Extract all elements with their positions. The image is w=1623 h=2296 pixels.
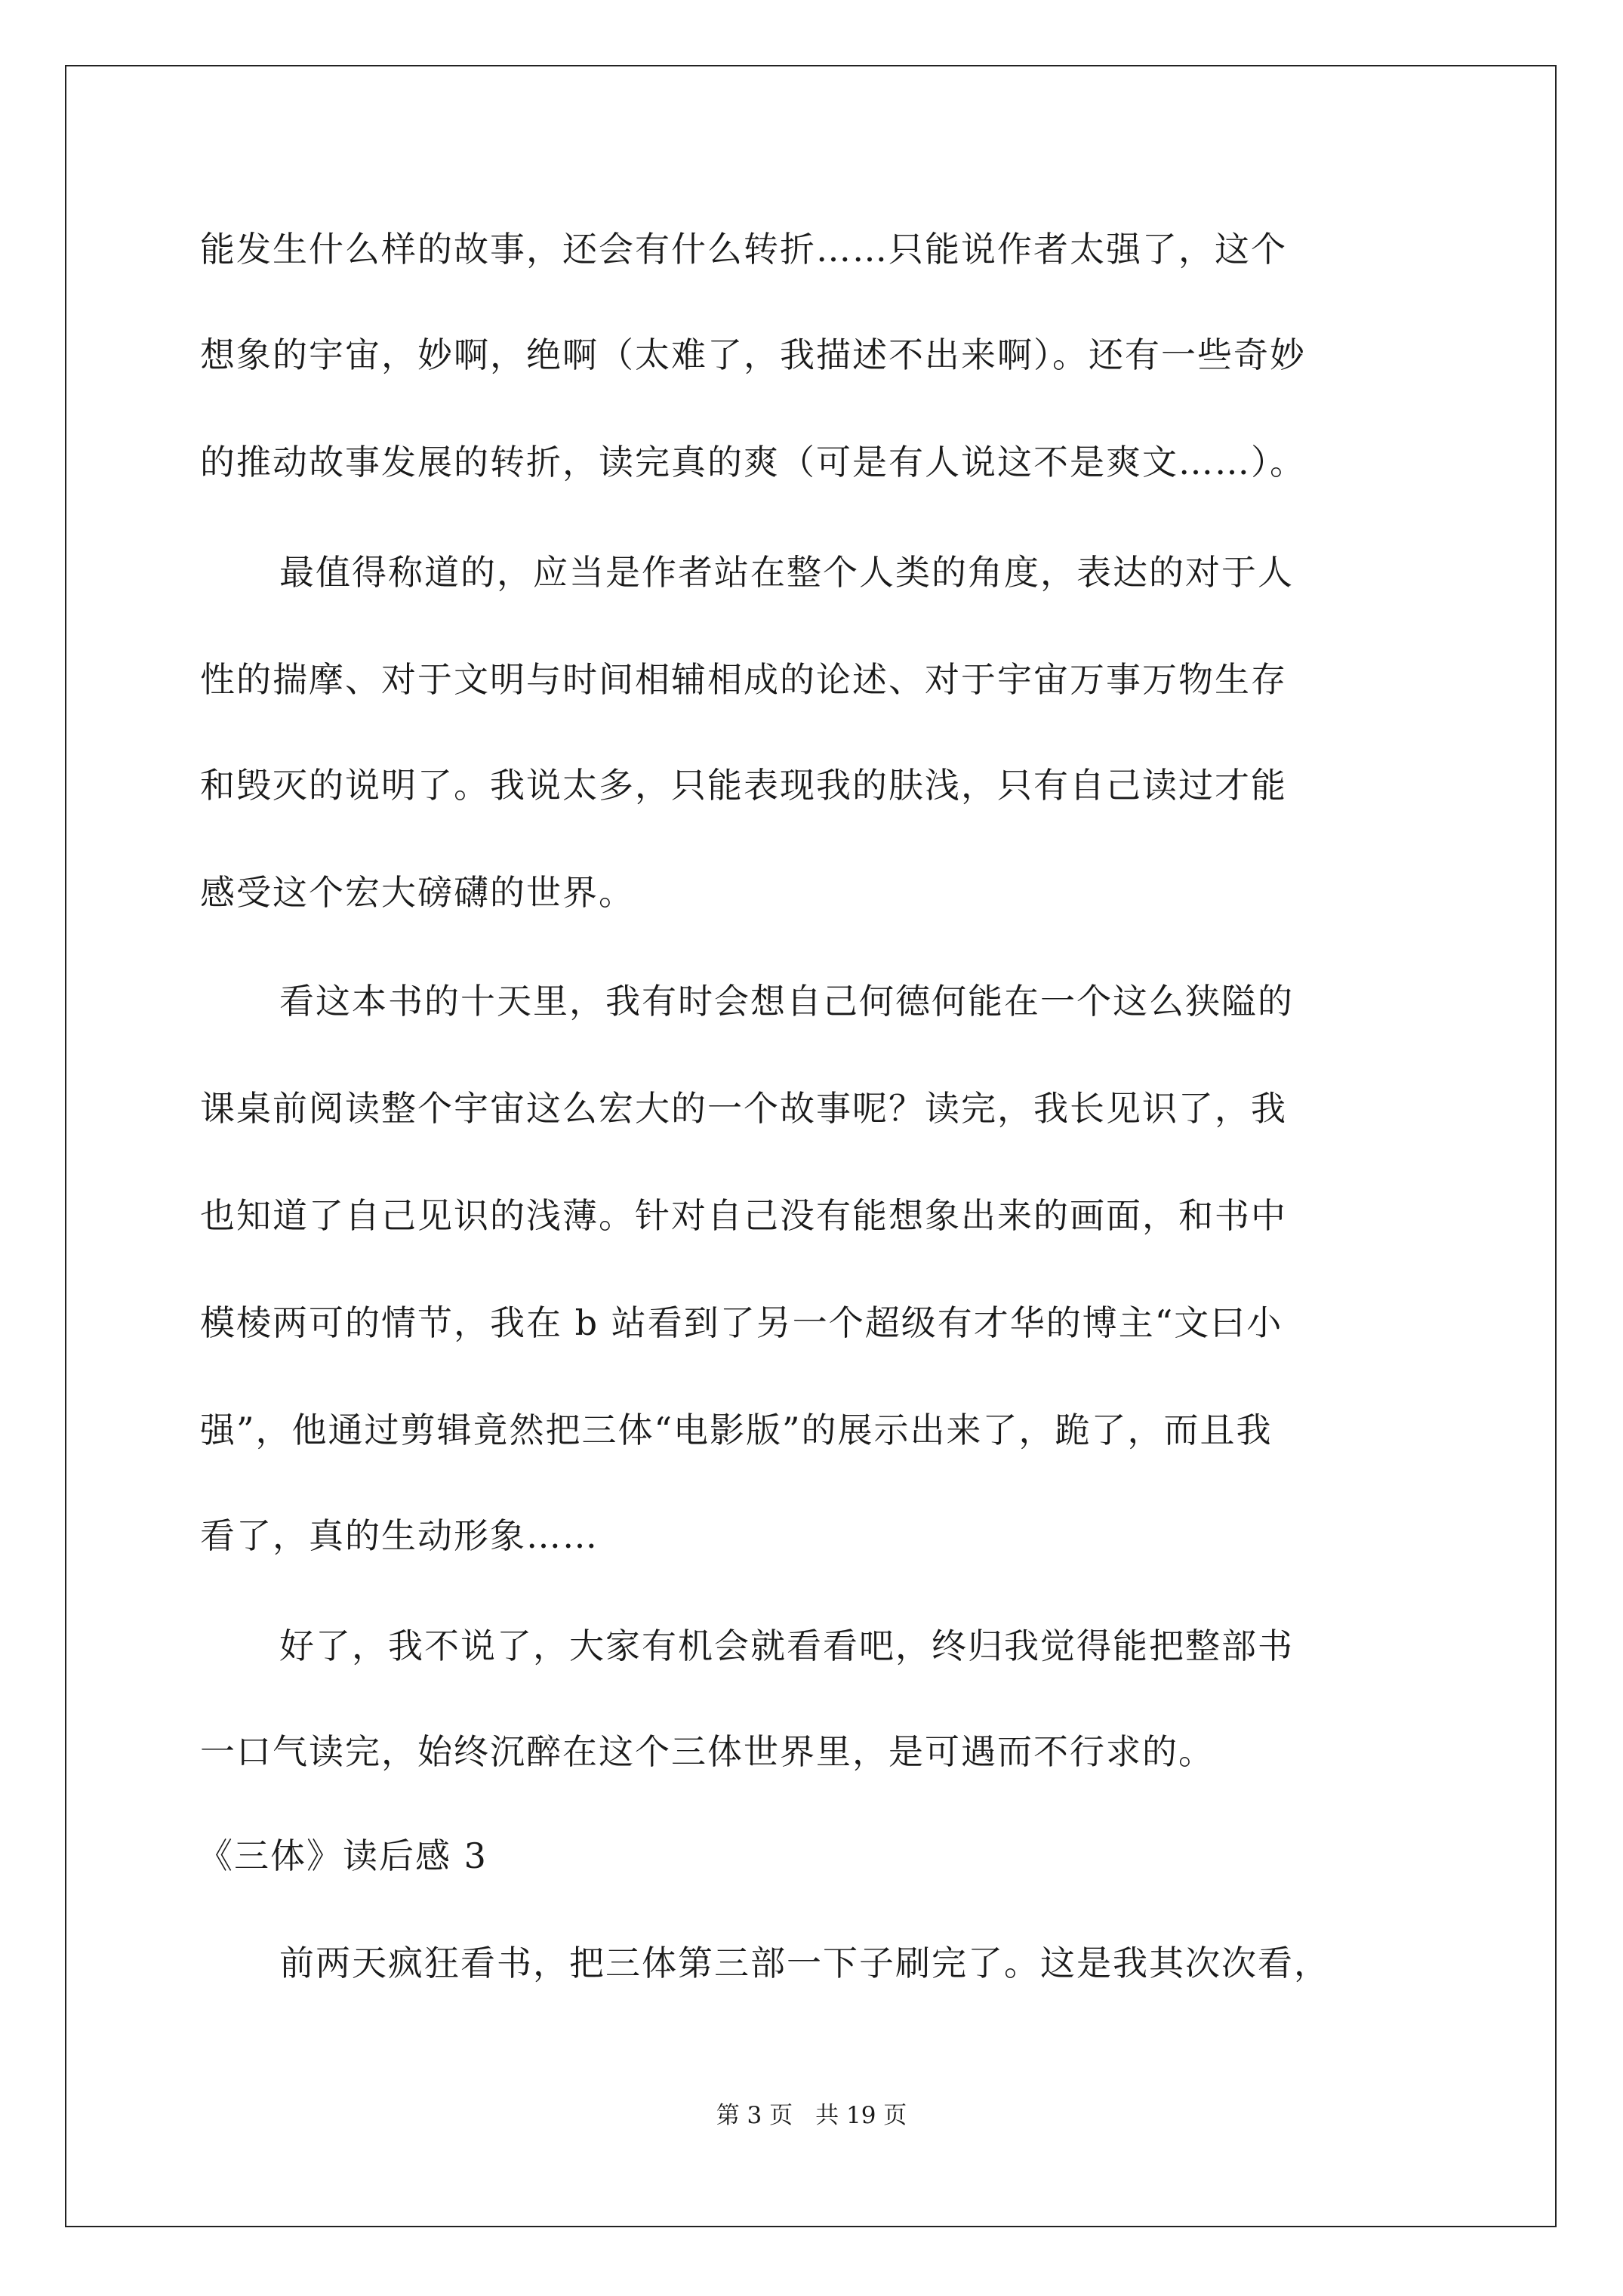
text-line: 能发生什么样的故事，还会有什么转折……只能说作者太强了，这个 bbox=[200, 229, 1287, 270]
text-line: 一口气读完，始终沉醉在这个三体世界里，是可遇而不行求的。 bbox=[200, 1731, 1215, 1772]
paragraph-start-line: 好了，我不说了，大家有机会就看看吧，终归我觉得能把整部书 bbox=[279, 1626, 1294, 1666]
paragraph-start-line: 最值得称道的，应当是作者站在整个人类的角度，表达的对于人 bbox=[279, 552, 1294, 593]
text-line: 性的揣摩、对于文明与时间相辅相成的论述、对于宇宙万事万物生存 bbox=[200, 659, 1287, 700]
text-line: 强”，他通过剪辑竟然把三体“电影版”的展示出来了，跪了，而且我 bbox=[200, 1410, 1273, 1450]
text-line: 的推动故事发展的转折，读完真的爽（可是有人说这不是爽文……）。 bbox=[200, 442, 1306, 482]
page-total: 共 19 页 bbox=[815, 2102, 907, 2129]
text-line: 想象的宇宙，妙啊，绝啊（太难了，我描述不出来啊）。还有一些奇妙 bbox=[200, 334, 1306, 375]
text-line: 模棱两可的情节，我在 b 站看到了另一个超级有才华的博主“文曰小 bbox=[200, 1302, 1283, 1343]
text-line: 感受这个宏大磅礴的世界。 bbox=[200, 872, 635, 913]
text-line: 课桌前阅读整个宇宙这么宏大的一个故事呢？读完，我长见识了，我 bbox=[200, 1088, 1287, 1129]
page-border bbox=[65, 65, 1557, 2227]
paragraph-start-line: 看这本书的十天里，我有时会想自己何德何能在一个这么狭隘的 bbox=[279, 981, 1294, 1022]
section-heading: 《三体》读后感 3 bbox=[198, 1835, 488, 1876]
text-line: 也知道了自己见识的浅薄。针对自己没有能想象出来的画面，和书中 bbox=[200, 1195, 1287, 1236]
text-line: 和毁灭的说明了。我说太多，只能表现我的肤浅，只有自己读过才能 bbox=[200, 765, 1287, 806]
paragraph-start-line: 前两天疯狂看书，把三体第三部一下子刷完了。这是我其次次看， bbox=[279, 1943, 1330, 1983]
page-footer bbox=[0, 2100, 1623, 2131]
page-number: 第 3 页 bbox=[716, 2102, 793, 2129]
text-line: 看了，真的生动形象…… bbox=[200, 1515, 599, 1556]
